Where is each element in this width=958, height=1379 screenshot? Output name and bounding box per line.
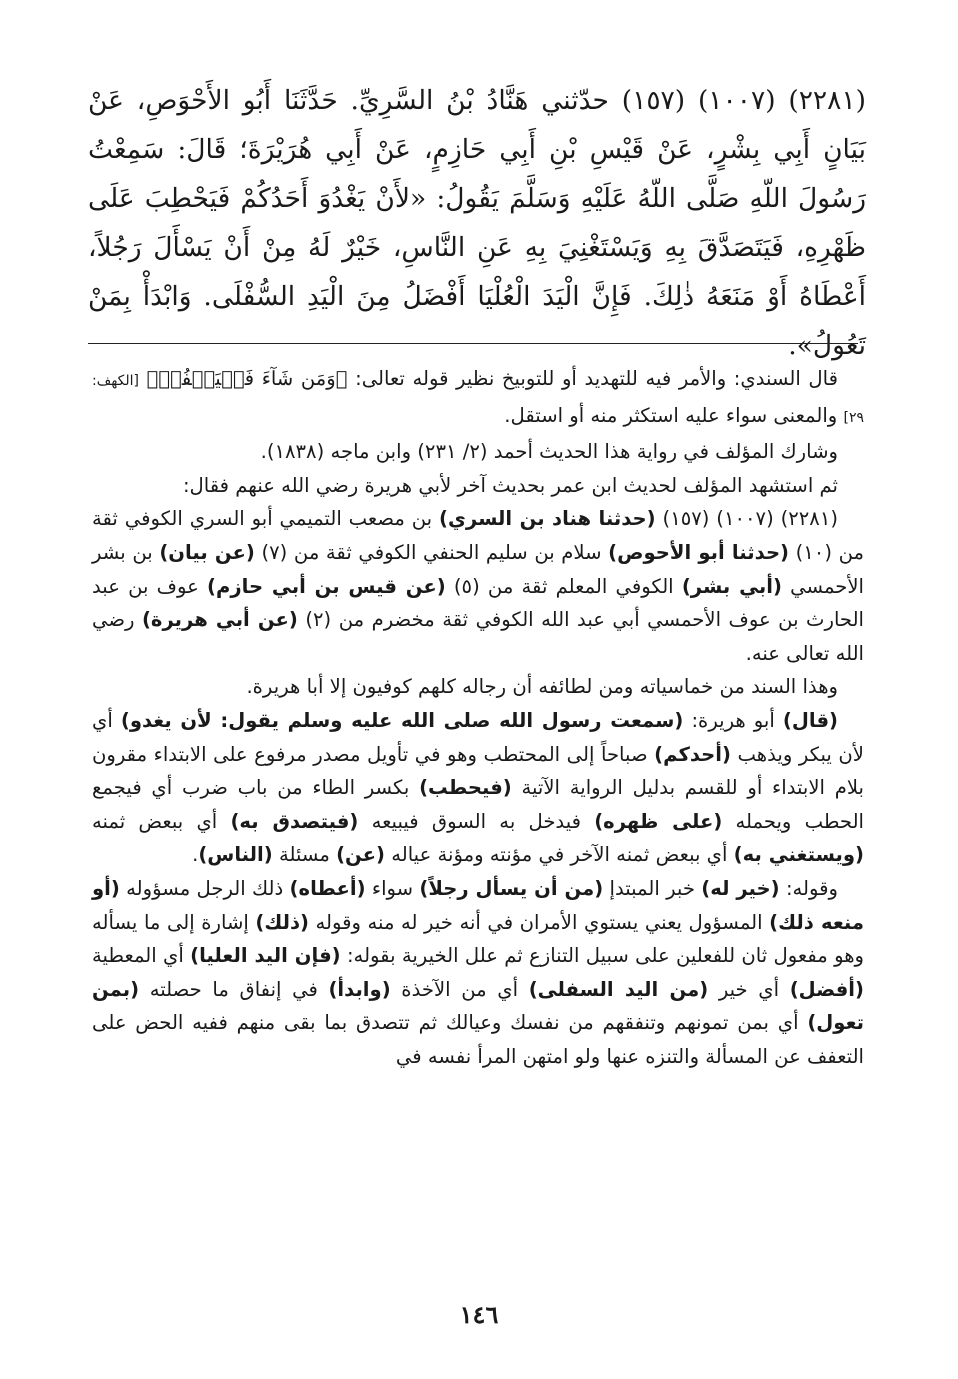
text-run: الكوفي المعلم ثقة من (٥) (445, 574, 682, 598)
commentary-paragraph-sharing: وشارك المؤلف في رواية هذا الحديث أحمد (٢/ ٢٣١) وابن ماجه (١٨٣٨). (260, 440, 838, 464)
bold-quote: (سمعت رسول الله صلى الله عليه وسلم يقول: لأن يغدو) (120, 708, 684, 732)
bold-quote: (على ظهره) (594, 809, 723, 833)
text-run: وقوله: (779, 876, 838, 900)
bold-quote: (خير له) (701, 876, 780, 900)
text-run: أي لأن يبكر ويذهب (92, 708, 864, 766)
commentary-paragraph-khayr (92, 872, 864, 1074)
bold-quote: (الناس) (198, 843, 273, 867)
commentary-paragraph-witness: ثم استشهد المؤلف لحديث ابن عمر بحديث آخر لأبي هريرة رضي الله عنهم فقال: (182, 473, 838, 497)
text-run: إشارة إلى ما يسأله وهو مفعول ثان للفعلين على سبيل التنازع ثم علل الخيرية بقوله: (92, 910, 865, 968)
text-run: أي خير (708, 977, 790, 1001)
text-run: أي من الآخذة (390, 977, 529, 1001)
text-run: (٢٢٨١) (١٠٠٧) (١٥٧) (655, 507, 839, 531)
bold-quote: (فإن اليد العليا) (190, 944, 341, 968)
surah-reference: [الكهف: ٢٩] (92, 373, 864, 426)
bold-quote: (عن بيان) (159, 540, 255, 564)
text-run: . (192, 843, 199, 867)
bold-quote: (أحدكم) (654, 742, 731, 766)
text-run: ذلك الرجل مسؤوله (119, 876, 290, 900)
text-run: أي ببعض ثمنه الآخر في مؤنته ومؤنة عياله (385, 843, 734, 867)
bold-quote: (عن قيس بن أبي حازم) (207, 574, 446, 598)
bold-quote: (ذلك) (255, 910, 309, 934)
commentary-paragraph-explanation (92, 704, 864, 872)
bold-quote: (ويستغني به) (733, 843, 864, 867)
text-run: خبر المبتدإ (603, 876, 702, 900)
bold-quote: (أو منعه ذلك) (92, 876, 865, 934)
commentary-block (92, 362, 864, 1073)
text-run: عوف بن عبد الحارث بن عوف الأحمسي أبي عبد الله الكوفي ثقة مخضرم من (٢) (92, 574, 864, 632)
commentary-paragraph-sindi (92, 362, 864, 435)
text-run: رضي الله تعالى عنه. (92, 608, 864, 665)
text-run: مسئلة (272, 843, 337, 867)
bold-quote: (من أن يسأل رجلاً) (419, 876, 604, 900)
bold-quote: (حدثنا هناد بن السري) (438, 507, 656, 531)
text-run: أي بمن تمونهم وتنفقهم من نفسك وعيالك ثم تتصدق بما بقى منهم ففيه الحض على التعفف عن المسألة والتنزه عنها ولو امتهن المرأ نفسه في (92, 1011, 864, 1068)
bold-quote: (فيتصدق به) (230, 809, 359, 833)
text-run: صباحاً إلى المحتطب وهو في تأويل مصدر مرفوع على الابتداء مقرون بلام الابتداء أو للقسم بدليل الرواية الآتية (92, 742, 864, 800)
text-run: فيدخل به السوق فيبيعه (358, 809, 595, 833)
text-run: سلام بن سليم الحنفي الكوفي ثقة من (٧) (254, 540, 609, 564)
text-run: بن مصعب التميمي أبو السري الكوفي ثقة من (١٠) (92, 507, 864, 564)
hadith-paragraph: (٢٢٨١) (١٠٠٧) (١٥٧) حدّثني هَنَّادُ بْنُ السَّرِيِّ. حَدَّثَنَا أَبُو الأَحْوَصِ، عَنْ بَيَانٍ أَبِي بِشْرٍ، عَنْ قَيْسِ بْنِ أَبِي حَازِمٍ، عَنْ أَبِي هُرَيْرَةَ؛ قَالَ: سَمِعْتُ رَسُولَ اللّهِ صَلَّى اللّهُ عَلَيْهِ وَسَلَّمَ يَقُولُ: «لأَنْ يَغْدُوَ أَحَدُكُمْ فَيَحْطِبَ عَلَى ظَهْرِهِ، فَيَتَصَدَّقَ بِهِ وَيَسْتَغْنِيَ بِهِ عَنِ النَّاسِ، خَيْرٌ لَهُ مِنْ أَنْ يَسْأَلَ رَجُلاً، أَعْطَاهُ أَوْ مَنَعَهُ ذٰلِكَ. فَإِنَّ الْيَدَ الْعُلْيَا أَفْضَلُ مِنَ الْيَدِ السُّفْلَى. وَابْدَأْ بِمَنْ تَعُولُ». (88, 85, 866, 361)
bold-quote: (فيحطب) (419, 776, 512, 800)
footnote-separator (88, 343, 858, 344)
text-run: أبو هريرة: (683, 708, 783, 732)
page-number: ١٤٦ (459, 1300, 499, 1329)
bold-quote: (قال) (782, 708, 839, 732)
text-run: بكسر الطاء من باب ضرب أي فيجمع الحطب ويحمله (92, 776, 864, 833)
text-run: أي المعطية (92, 944, 191, 968)
quran-verse: ﴿وَمَن شَآءَ فَلۡيَكۡفُرۡ﴾ (146, 367, 348, 390)
bold-quote: (أفضل) (789, 977, 864, 1001)
bold-quote: (بمن تعول) (92, 977, 864, 1035)
text-run: المسؤول يعني يستوي الأمران في أنه خير له منه وقوله (308, 910, 770, 934)
commentary-paragraph-chain-note: وهذا السند من خماسياته ومن لطائفه أن رجاله كلهم كوفيون إلا أبا هريرة. (246, 675, 838, 699)
bold-quote: (عن أبي هريرة) (141, 608, 298, 632)
bold-quote: (أبي بشر) (681, 574, 782, 598)
bold-quote: (من اليد السفلى) (528, 977, 709, 1001)
bold-quote: (عن) (336, 843, 385, 867)
text-run: في إنفاق ما حصلته (139, 977, 329, 1001)
commentary-paragraph-isnad (92, 502, 864, 670)
bold-quote: (حدثنا أبو الأحوص) (608, 540, 790, 564)
text-run: والمعنى سواء عليه استكثر منه أو استقل. (504, 403, 844, 427)
bold-quote: (وابدأ) (328, 977, 391, 1001)
text-run: قال السندي: والأمر فيه للتهديد أو للتوبيخ نظير قوله تعالى: (347, 367, 838, 390)
text-run: أي ببعض ثمنه (92, 809, 231, 833)
text-run: بن بشر الأحمسي (92, 540, 864, 598)
bold-quote: (أعطاه) (289, 876, 366, 900)
text-run: سواء (365, 876, 420, 900)
hadith-text-block (88, 76, 866, 370)
